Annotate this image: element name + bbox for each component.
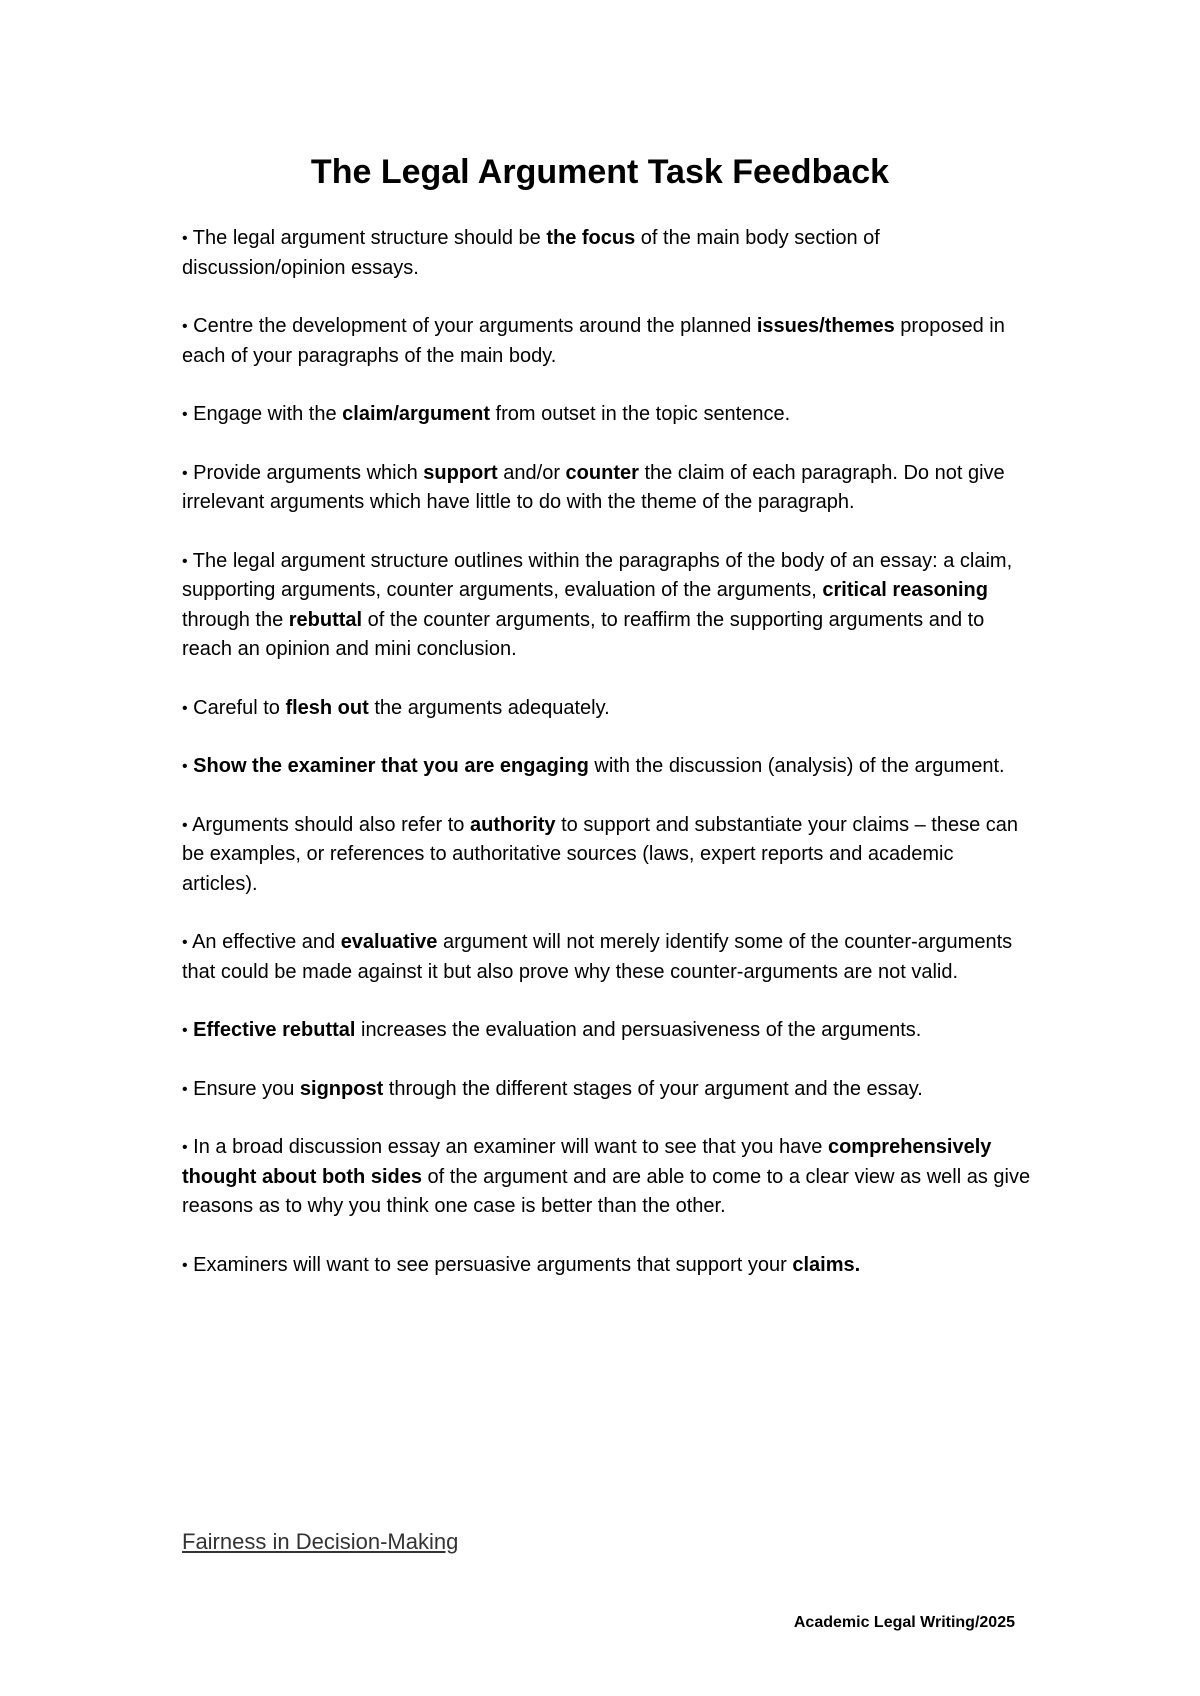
bullet-icon: • [182, 406, 188, 423]
bullet-text: proposed in each of your paragraphs of the main body. [182, 315, 1005, 367]
bullet-text: An effective and [187, 931, 341, 953]
bullet-text: The legal argument structure should be [187, 227, 547, 249]
bullet-text: Arguments should also refer to [187, 813, 470, 836]
bullet-text: the claim of each paragraph. Do not give irrelevant arguments which have little to do with the theme of the paragraph. [182, 461, 1005, 513]
bullet-emphasis: evaluative [340, 931, 438, 953]
bullet-emphasis: Show the examiner that you are engaging [193, 755, 589, 777]
bullet-emphasis: counter [565, 461, 639, 484]
bullet-item [182, 1251, 1032, 1281]
bullet-text: to support and substantiate your claims – these can be examples, or references to authoritative sources (laws, expert reports and academic articles). [182, 813, 1019, 895]
bullet-text: argument will not merely identify some of the counter-arguments that could be made against it but also prove why these counter-arguments are not valid. [182, 931, 1013, 983]
page-title: The Legal Argument Task Feedback [310, 153, 890, 191]
bullet-emphasis: authority [469, 813, 556, 836]
bullet-icon: • [182, 1080, 188, 1098]
bullet-emphasis: claim/argument [342, 403, 490, 425]
bullet-text: Ensure you [187, 1077, 300, 1100]
bullet-item [182, 928, 1032, 987]
bullet-item [182, 752, 1032, 782]
bullet-icon: • [182, 230, 188, 247]
bullet-text: with the discussion (analysis) of the argument. [588, 755, 1005, 777]
bullet-icon: • [182, 318, 188, 335]
bullet-icon: • [182, 758, 188, 775]
bullet-item [182, 1133, 1032, 1222]
bullet-text: from outset in the topic sentence. [490, 403, 791, 425]
bullet-text: Careful to [187, 696, 286, 719]
bullet-icon: • [182, 552, 188, 570]
bullet-text: Examiners will want to see persuasive arguments that support your [187, 1253, 793, 1276]
bullet-item [182, 459, 1032, 518]
bullet-emphasis: signpost [299, 1077, 384, 1100]
bullet-icon: • [182, 816, 188, 834]
bullet-item [182, 1016, 1032, 1046]
bullet-icon: • [182, 934, 188, 951]
bullet-text: of the main body section of discussion/opinion essays. [182, 227, 880, 279]
bullet-emphasis: rebuttal [288, 608, 363, 631]
bullet-emphasis: the focus [546, 227, 636, 249]
bullet-emphasis: flesh out [285, 696, 369, 719]
bullet-emphasis: critical reasoning [822, 579, 988, 601]
page-footer: Academic Legal Writing/2025 [793, 1614, 1015, 1631]
bullet-text: Engage with the [187, 403, 343, 425]
bullet-text: of the argument and are able to come to a clear view as well as give reasons as to why you think one case is better than the other. [182, 1165, 1031, 1217]
bullet-text: the arguments adequately. [368, 696, 610, 719]
bullet-emphasis: issues/themes [756, 315, 895, 337]
bullet-emphasis: support [423, 461, 498, 484]
bullet-icon: • [182, 1022, 188, 1039]
feedback-bullet-list [182, 224, 1032, 1309]
bullet-item [182, 400, 1032, 430]
bullet-icon: • [182, 1139, 188, 1156]
bullet-emphasis: claims. [792, 1253, 861, 1276]
bullet-text: through the [182, 608, 289, 631]
bullet-text: In a broad discussion essay an examiner will want to see that you have [187, 1136, 828, 1158]
bullet-text: The legal argument structure outlines within the paragraphs of the body of an essay: a claim, supporting arguments, counter arguments, evaluation of the arguments, [182, 549, 1013, 601]
bullet-text: Centre the development of your arguments around the planned [187, 315, 757, 337]
bullet-text: increases the evaluation and persuasiveness of the arguments. [355, 1019, 922, 1041]
fairness-link[interactable]: Fairness in Decision-Making [182, 1529, 459, 1554]
bullet-text: and/or [497, 461, 566, 484]
bullet-item [182, 312, 1032, 371]
bullet-item [182, 1075, 1032, 1105]
bullet-icon: • [182, 1256, 188, 1274]
bullet-text: through the different stages of your argument and the essay. [383, 1077, 923, 1100]
bullet-item [182, 811, 1032, 900]
bullet-icon: • [182, 464, 188, 482]
bullet-item [182, 694, 1032, 724]
bullet-text: of the counter arguments, to reaffirm the supporting arguments and to reach an opinion and mini conclusion. [182, 608, 985, 660]
bullet-emphasis: Effective rebuttal [193, 1019, 356, 1041]
bullet-item [182, 224, 1032, 283]
bullet-emphasis: comprehensively thought about both sides [182, 1136, 992, 1188]
bullet-icon: • [182, 699, 188, 717]
bullet-text: Provide arguments which [187, 461, 424, 484]
bullet-item [182, 547, 1032, 665]
